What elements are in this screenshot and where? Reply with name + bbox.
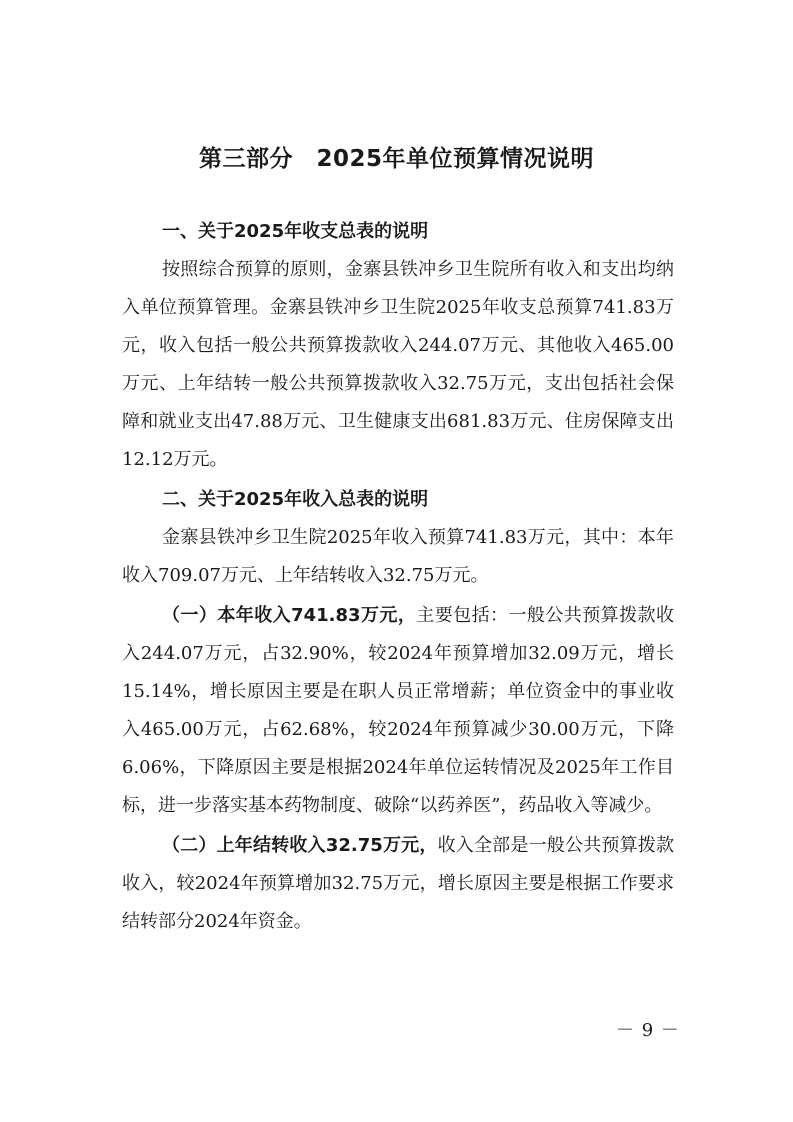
item-1-lead: （一）本年收入741.83万元， [162, 605, 417, 626]
section-2-paragraph: 金寨县铁冲乡卫生院2025年收入预算741.83万元，其中：本年收入709.07万元、上年结转收入32.75万元。 [122, 527, 674, 586]
item-1-text: 主要包括：一般公共预算拨款收入244.07万元，占32.90%，较2024年预算增加32.09万元，增长15.14%，增长原因主要是在职人员正常增薪；单位资金中的事业收入465.00万元，占62.68%，较2024年预算减少30.00万元，下降6.06%，下降原因主要是根据2024年单位运转情况及2025年工作目标，进一步落实基本药物制度、破除“以药养医”，药品收入等减少。 [122, 605, 674, 816]
item-2-lead: （二）上年结转收入32.75万元， [162, 835, 438, 856]
page-number: － 9 － [616, 1020, 680, 1041]
page-title: 第三部分 2025年单位预算情况说明 [198, 146, 594, 172]
document-body [122, 213, 674, 941]
section-heading-1: 一、关于2025年收支总表的说明 [162, 221, 429, 242]
section-1-paragraph: 按照综合预算的原则，金寨县铁冲乡卫生院所有收入和支出均纳入单位预算管理。金寨县铁冲乡卫生院2025年收支总预算741.83万元，收入包括一般公共预算拨款收入244.07万元、其他收入465.00万元、上年结转一般公共预算拨款收入32.75万元，支出包括社会保障和就业支出47.88万元、卫生健康支出681.83万元、住房保障支出12.12万元。 [122, 259, 674, 470]
section-2-item-1 [122, 597, 674, 825]
section-2-item-2 [122, 827, 674, 941]
item-2-text: 收入全部是一般公共预算拨款收入，较2024年预算增加32.75万元，增长原因主要是根据工作要求结转部分2024年资金。 [122, 835, 675, 932]
section-heading-2: 二、关于2025年收入总表的说明 [162, 489, 429, 510]
